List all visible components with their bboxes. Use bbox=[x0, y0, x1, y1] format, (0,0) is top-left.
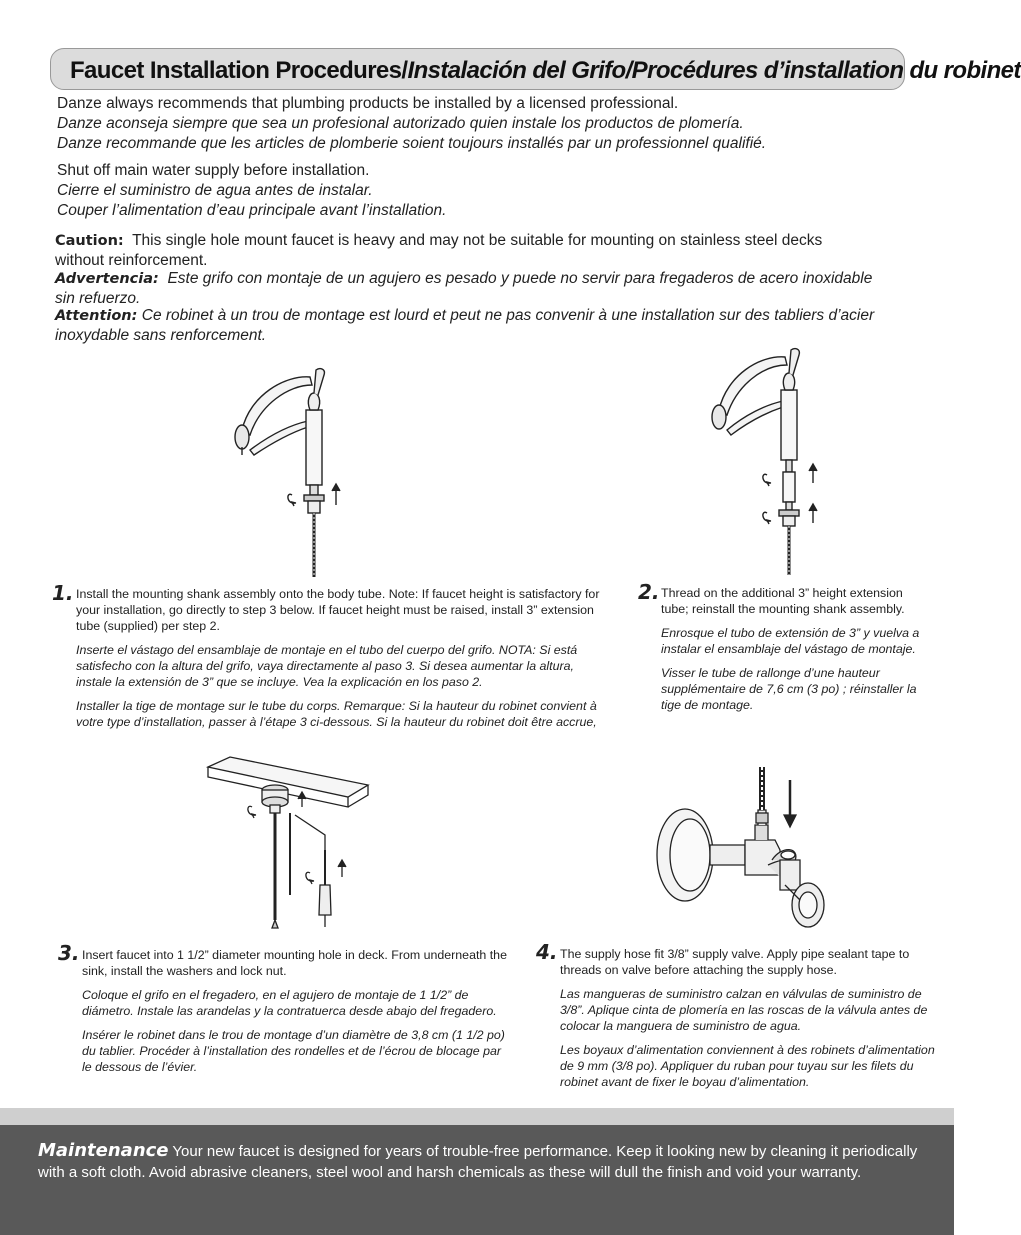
step-2-number: 2. bbox=[638, 580, 660, 604]
supply-valve-illustration bbox=[650, 765, 830, 940]
shutoff-en: Shut off main water supply before installation. bbox=[57, 162, 370, 179]
step-2-en: Thread on the additional 3” height extension tube; reinstall the mounting shank assembly. bbox=[661, 586, 905, 616]
step-2-es: Enrosque el tubo de extensión de 3” y vuelva a instalar el ensamblaje del vástago de montaje. bbox=[661, 626, 920, 656]
intro-es: Danze aconseja siempre que sea un profesional autorizado quien instale los productos de plomería. bbox=[57, 115, 744, 132]
step-2-fr: Visser le tube de rallonge d’une hauteur supplémentaire de 7,6 cm (3 po) ; réinstaller la tige de montage. bbox=[661, 666, 917, 712]
caution-en: Caution: This single hole mount faucet is heavy and may not be suitable for mounting on stainless steel decks without reinforcement. bbox=[55, 232, 823, 269]
step-2-text bbox=[661, 585, 931, 721]
step-1-es: Inserte el vástago del ensamblaje de montaje en el tubo del cuerpo del grifo. NOTA: Si está satisfecho con la altura del grifo, vaya directamente al paso 3. Si desea aumentar la altura, instale la extensión de 3” que se incluye. Vea la explicación en los paso 2. bbox=[76, 643, 578, 689]
step-4-fr: Les boyaux d’alimentation conviennent à des robinets d’alimentation de 9 mm (3/8 po). Appliquer du ruban pour tuyau sur les filets du robinet avant de fixer le boyau d’alimentation. bbox=[560, 1043, 935, 1089]
shutoff-fr: Couper l’alimentation d’eau principale avant l’installation. bbox=[57, 202, 447, 219]
caution-es: Advertencia: Este grifo con montaje de un agujero es pesado y puede no servir para fregaderos de acero inoxidable sin refuerzo. bbox=[55, 270, 873, 307]
step-1-number: 1. bbox=[52, 581, 74, 605]
step-3-es: Coloque el grifo en el fregadero, en el agujero de montaje de 1 1/2” de diámetro. Instale las arandelas y la contratuerca desde abajo del fregadero. bbox=[82, 988, 497, 1018]
faucet-extension-illustration bbox=[705, 335, 825, 580]
step-3-text bbox=[82, 947, 514, 1083]
step-1-fr: Installer la tige de montage sur le tube du corps. Remarque: Si la hauteur du robinet convient à votre type d’installation, passer à l’étape 3 ci-dessous. Si la hauteur du robinet doit être accrue, bbox=[76, 699, 597, 729]
intro-block-1 bbox=[57, 94, 766, 154]
step-1-en: Install the mounting shank assembly onto the body tube. Note: If faucet height is satisfactory for your installation, go directly to step 3 below. If faucet height must be raised, install 3” extension tube (supplied) per step 2. bbox=[76, 587, 600, 633]
deck-mounting-illustration bbox=[200, 755, 375, 935]
step-4-en: The supply hose fit 3/8” supply valve. Apply pipe sealant tape to threads on valve before attaching the supply hose. bbox=[560, 947, 910, 977]
step-3-number: 3. bbox=[58, 941, 80, 965]
caution-fr: Attention: Ce robinet à un trou de montage est lourd et peut ne pas convenir à une installation sur des tabliers d’acier inoxydable sans renforcement. bbox=[55, 307, 875, 344]
step-4-es: Las mangueras de suministro calzan en válvulas de suministro de 3/8”. Aplique cinta de plomería en las roscas de la válvula antes de colocar la manguera de suministro de agua. bbox=[560, 987, 928, 1033]
page-title: Faucet Installation Procedures/Instalación del Grifo/Procédures d’installation du robinet bbox=[70, 57, 1021, 84]
intro-en: Danze always recommends that plumbing products be installed by a licensed professional. bbox=[57, 95, 679, 112]
shutoff-es: Cierre el suministro de agua antes de instalar. bbox=[57, 182, 373, 199]
step-3-fr: Insérer le robinet dans le trou de montage d’un diamètre de 3,8 cm (1 1/2 po) du tablier. Procéder à l’installation des rondelles et de l’écrou de blocage par le dessous de l’évier. bbox=[82, 1028, 505, 1074]
faucet-shank-illustration bbox=[230, 355, 350, 585]
maintenance-label: Maintenance bbox=[38, 1140, 169, 1161]
step-4-number: 4. bbox=[536, 940, 558, 964]
footer-band bbox=[0, 1108, 954, 1125]
step-3-en: Insert faucet into 1 1/2” diameter mounting hole in deck. From underneath the sink, install the washers and lock nut. bbox=[82, 948, 507, 978]
intro-fr: Danze recommande que les articles de plomberie soient toujours installés par un professionnel qualifié. bbox=[57, 135, 767, 152]
step-4-text bbox=[560, 946, 945, 1098]
step-1-text bbox=[76, 586, 608, 738]
maintenance-text: Maintenance Your new faucet is designed for years of trouble-free performance. Keep it looking new by cleaning it periodically with a soft cloth. Avoid abrasive cleaners, steel wool and harsh chemicals as these will dull the finish and void your warranty. bbox=[38, 1140, 918, 1181]
intro-block-2 bbox=[57, 161, 446, 221]
